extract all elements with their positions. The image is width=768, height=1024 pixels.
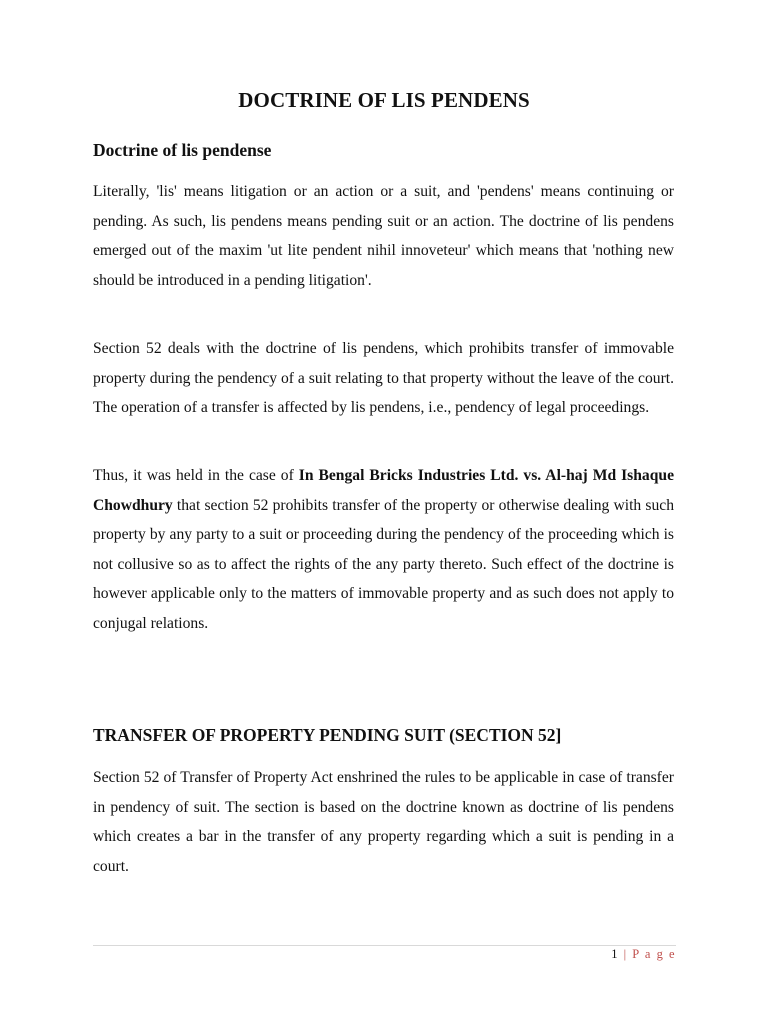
page-footer <box>611 947 676 962</box>
page-separator: | <box>619 947 633 961</box>
subheading: Doctrine of lis pendense <box>93 140 272 160</box>
paragraph-1: Literally, 'lis' means litigation or an action or a suit, and 'pendens' means continuing or pending. As such, lis pendens means pending suit or an action. The doctrine of lis pendens emerged out of the maxim 'ut lite pendent nihil innoveteur' which means that 'nothing new should be introduced in a pending litigation'. <box>93 183 674 289</box>
paragraph-3 <box>93 461 674 638</box>
document-title: DOCTRINE OF LIS PENDENS <box>238 88 530 112</box>
page-label: P a g e <box>632 947 676 961</box>
section-heading: TRANSFER OF PROPERTY PENDING SUIT (SECTION 52] <box>93 725 562 745</box>
paragraph-2: Section 52 deals with the doctrine of lis pendens, which prohibits transfer of immovable property during the pendency of a suit relating to that property without the leave of the court. The operation of a transfer is affected by lis pendens, i.e., pendency of legal proceedings. <box>93 340 674 416</box>
paragraph-3-lead: Thus, it was held in the case of <box>93 467 299 484</box>
case-name: In Bengal Bricks Industries Ltd. vs. Al-haj Md Ishaque Chowdhury <box>93 467 674 514</box>
page-number: 1 <box>611 947 620 961</box>
paragraph-3-rest: that section 52 prohibits transfer of the property or otherwise dealing with such property by any party to a suit or proceeding during the pendency of the proceeding which is not collusive so as to affect the rights of the any party thereto. Such effect of the doctrine is however applicable only to the matters of immovable property and as such does not apply to conjugal relations. <box>93 496 674 632</box>
footer-divider <box>93 945 676 946</box>
paragraph-4: Section 52 of Transfer of Property Act enshrined the rules to be applicable in case of transfer in pendency of suit. The section is based on the doctrine known as doctrine of lis pendens which creates a bar in the transfer of any property regarding which a suit is pending in a court. <box>93 769 674 875</box>
